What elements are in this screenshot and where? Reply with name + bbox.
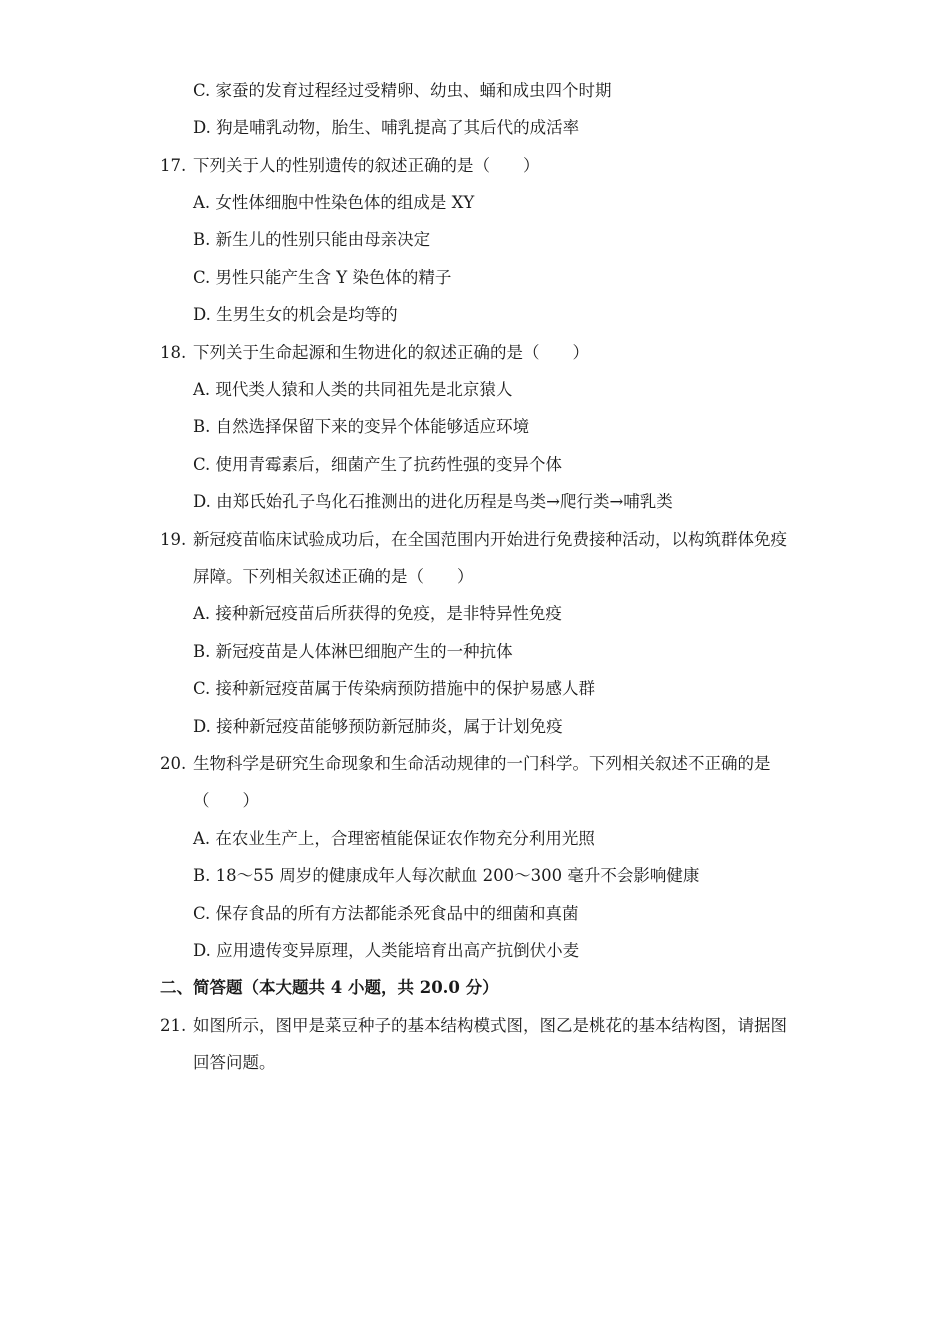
prev-option-c: C. 家蚕的发育过程经过受精卵、幼虫、蛹和成虫四个时期 bbox=[193, 81, 612, 100]
question-19-number: 19. bbox=[160, 530, 187, 549]
question-17-text: 下列关于人的性别遗传的叙述正确的是（ ） bbox=[193, 156, 540, 175]
question-20-option-c: C. 保存食品的所有方法都能杀死食品中的细菌和真菌 bbox=[193, 904, 579, 923]
question-18-text: 下列关于生命起源和生物进化的叙述正确的是（ ） bbox=[193, 343, 589, 362]
question-19-option-d: D. 接种新冠疫苗能够预防新冠肺炎，属于计划免疫 bbox=[193, 717, 563, 736]
question-18-option-a: A. 现代类人猿和人类的共同祖先是北京猿人 bbox=[193, 380, 513, 399]
question-17-number: 17. bbox=[160, 156, 187, 175]
question-19-text-line1: 新冠疫苗临床试验成功后，在全国范围内开始进行免费接种活动，以构筑群体免疫 bbox=[193, 530, 787, 549]
question-17-option-b: B. 新生儿的性别只能由母亲决定 bbox=[193, 230, 431, 249]
question-21-number: 21. bbox=[160, 1016, 187, 1035]
question-20-option-a: A. 在农业生产上，合理密植能保证农作物充分利用光照 bbox=[193, 829, 595, 848]
question-21-text-line2: 回答问题。 bbox=[193, 1053, 276, 1072]
question-19-text-line2: 屏障。下列相关叙述正确的是（ ） bbox=[193, 567, 474, 586]
question-20-option-b: B. 18～55 周岁的健康成年人每次献血 200～300 毫升不会影响健康 bbox=[193, 866, 700, 885]
question-18-number: 18. bbox=[160, 343, 187, 362]
question-20-text-line1: 生物科学是研究生命现象和生命活动规律的一门科学。下列相关叙述不正确的是 bbox=[193, 754, 771, 773]
question-21-text-line1: 如图所示，图甲是菜豆种子的基本结构模式图，图乙是桃花的基本结构图，请据图 bbox=[193, 1016, 787, 1035]
question-19-option-c: C. 接种新冠疫苗属于传染病预防措施中的保护易感人群 bbox=[193, 679, 596, 698]
prev-option-d: D. 狗是哺乳动物，胎生、哺乳提高了其后代的成活率 bbox=[193, 118, 580, 137]
question-19-option-a: A. 接种新冠疫苗后所获得的免疫，是非特异性免疫 bbox=[193, 604, 562, 623]
question-17-option-d: D. 生男生女的机会是均等的 bbox=[193, 305, 398, 324]
question-20-number: 20. bbox=[160, 754, 187, 773]
question-18-option-b: B. 自然选择保留下来的变异个体能够适应环境 bbox=[193, 417, 530, 436]
question-17-option-c: C. 男性只能产生含 Y 染色体的精子 bbox=[193, 268, 452, 287]
question-17-option-a: A. 女性体细胞中性染色体的组成是 XY bbox=[193, 193, 475, 212]
question-20-text-line2: （ ） bbox=[193, 791, 259, 810]
question-19-option-b: B. 新冠疫苗是人体淋巴细胞产生的一种抗体 bbox=[193, 642, 513, 661]
question-18-option-d: D. 由郑氏始孔子鸟化石推测出的进化历程是鸟类→爬行类→哺乳类 bbox=[193, 492, 673, 511]
question-20-option-d: D. 应用遗传变异原理，人类能培育出高产抗倒伏小麦 bbox=[193, 941, 580, 960]
question-18-option-c: C. 使用青霉素后，细菌产生了抗药性强的变异个体 bbox=[193, 455, 563, 474]
section-2-heading: 二、简答题（本大题共 4 小题，共 20.0 分） bbox=[160, 978, 499, 997]
